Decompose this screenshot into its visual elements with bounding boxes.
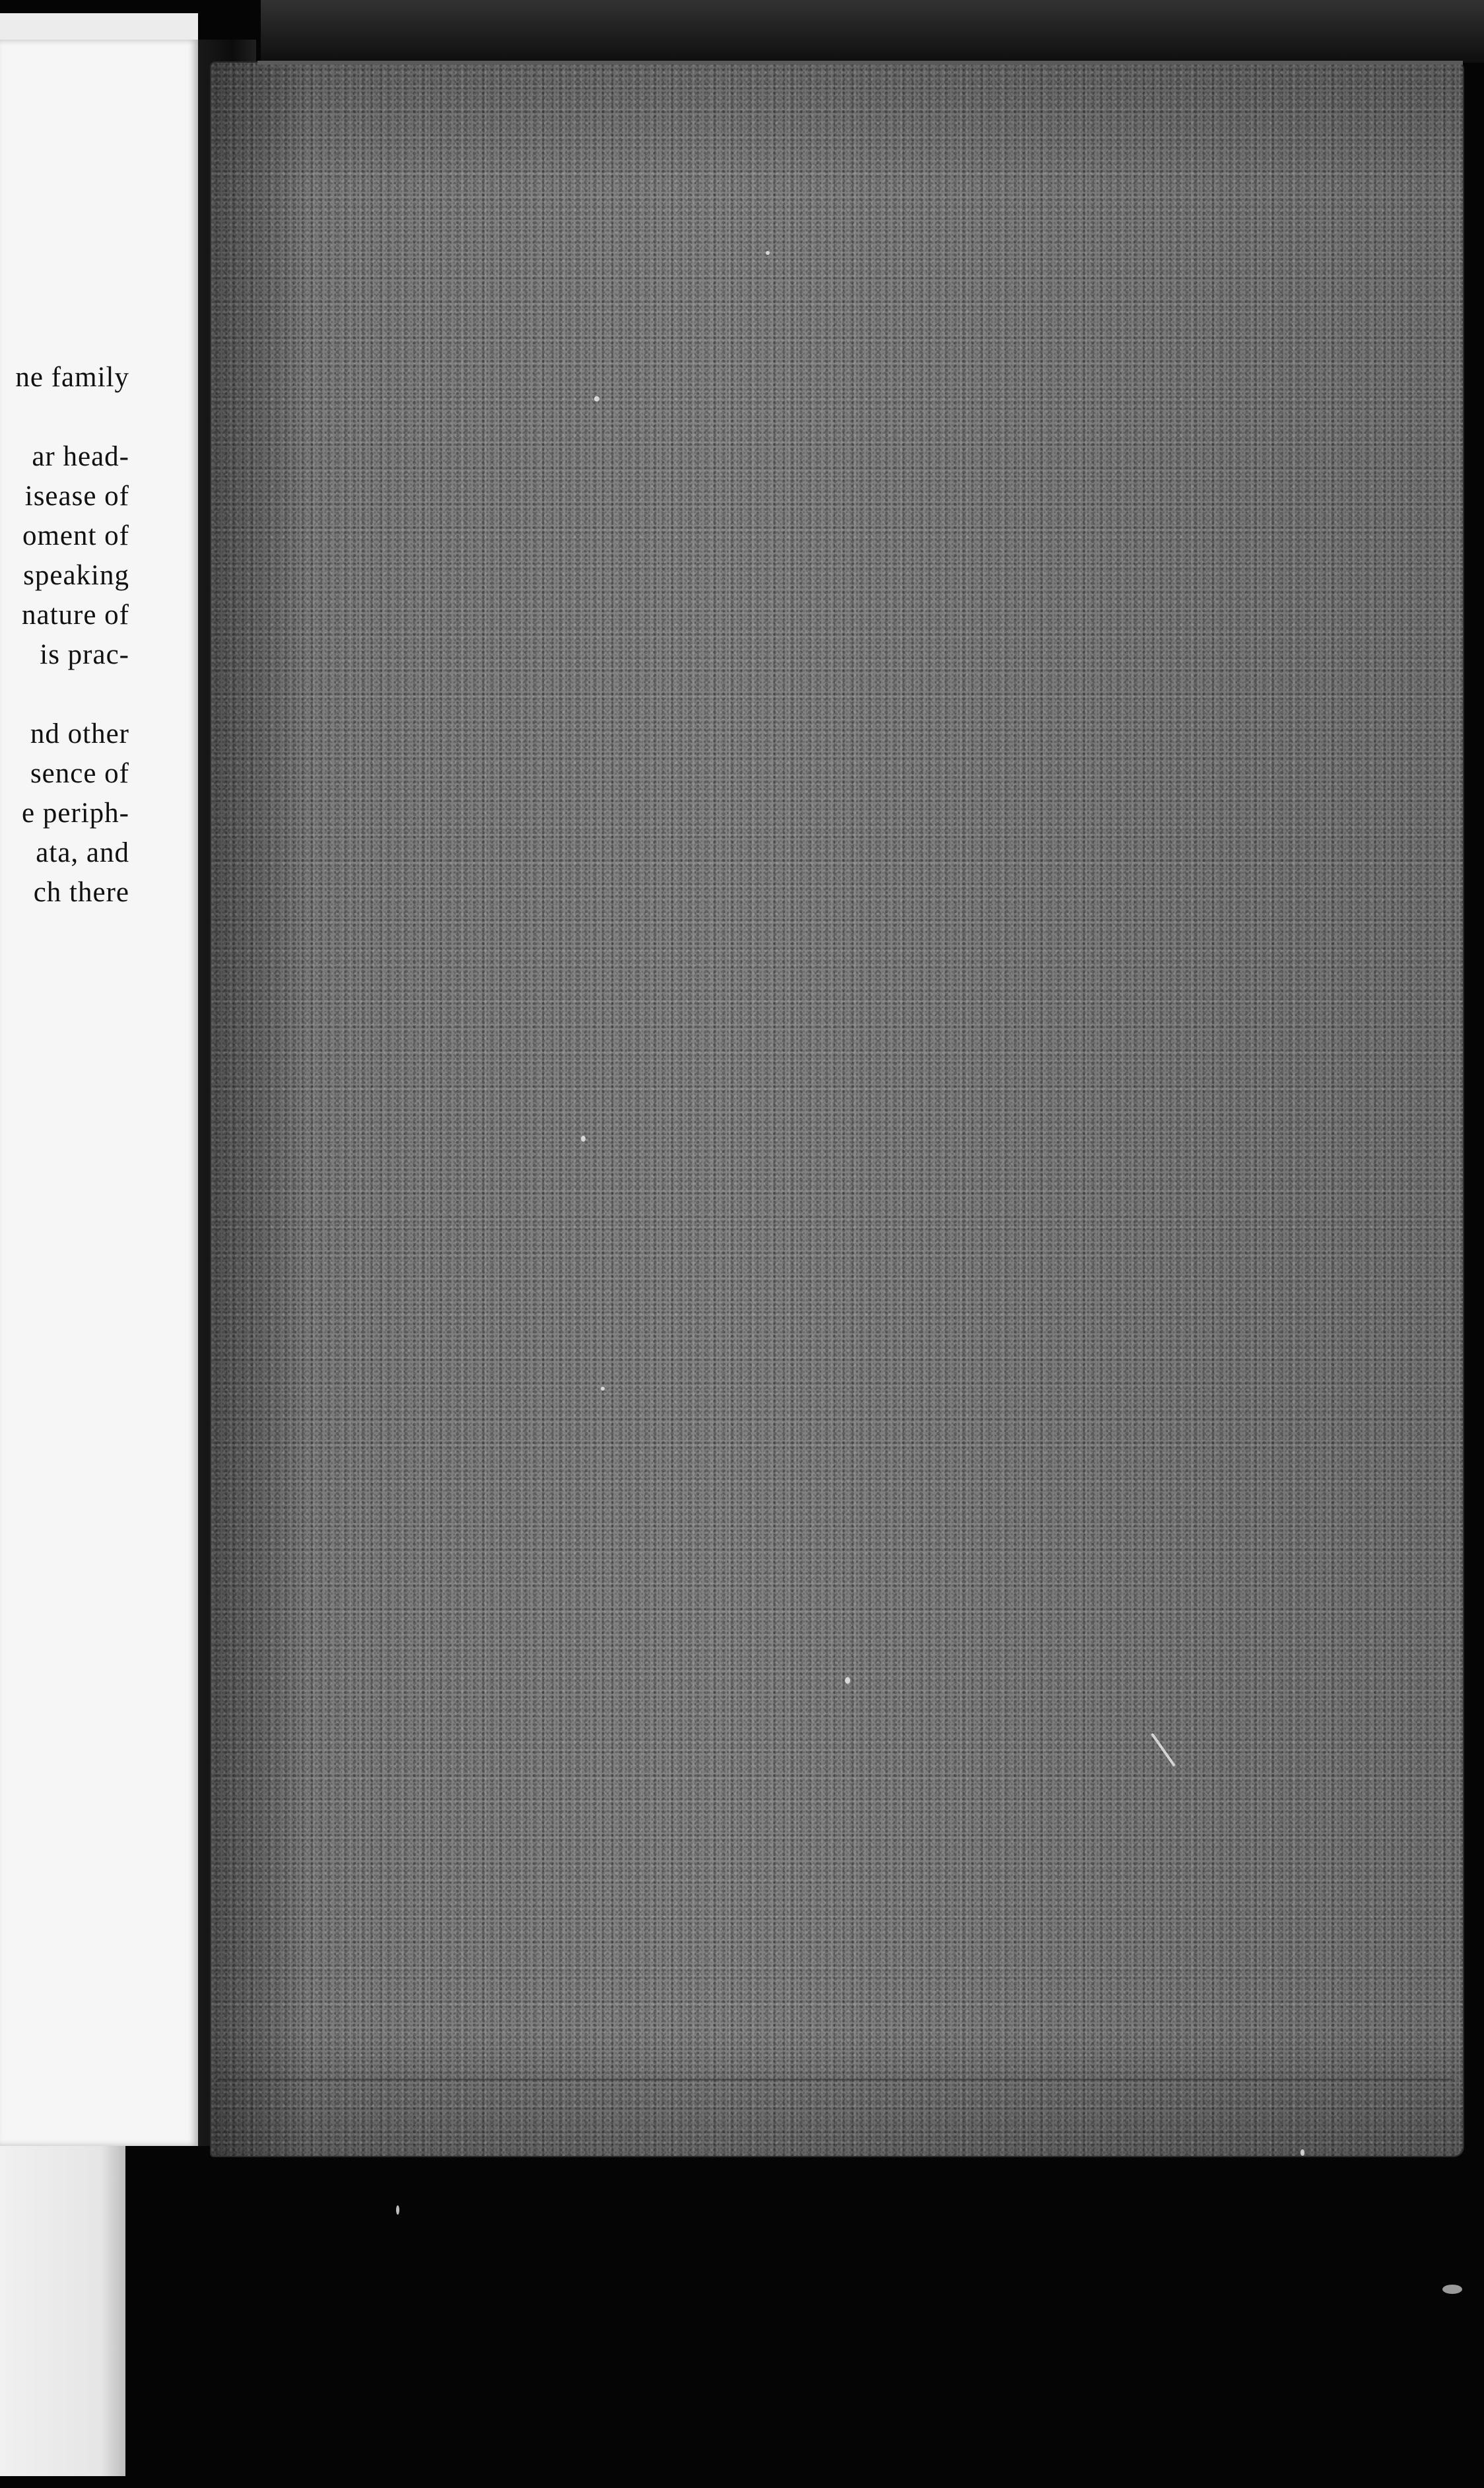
text-line: is prac-: [40, 639, 129, 670]
cover-speck: [845, 1677, 850, 1684]
text-line: ar head-: [32, 441, 129, 472]
text-line: nature of: [21, 600, 129, 631]
background-speck: [1300, 2149, 1304, 2156]
text-line: ne family: [15, 362, 129, 393]
background-speck: [396, 2205, 399, 2215]
cover-speck: [601, 1387, 605, 1391]
left-page-lower-edge: [0, 2146, 125, 2476]
background-speck: [1442, 2285, 1462, 2294]
text-line: speaking: [23, 560, 129, 591]
cover-top-edge: [261, 0, 1484, 63]
text-line: oment of: [22, 520, 129, 551]
cover-top-rule: [257, 61, 1463, 65]
cover-bottom-rule: [218, 2079, 1452, 2081]
left-page-text-column: [0, 40, 193, 2146]
text-line: isease of: [24, 481, 129, 512]
text-line: ata, and: [36, 837, 129, 868]
left-page: [0, 40, 198, 2146]
cover-speck: [594, 396, 599, 401]
text-line: e periph-: [21, 798, 129, 829]
text-line: nd other: [30, 718, 129, 749]
text-line: ch there: [33, 877, 129, 908]
speckled-cover-board: [211, 63, 1463, 2156]
text-line: sence of: [30, 758, 129, 789]
cover-speck: [581, 1136, 586, 1142]
cover-speck: [766, 251, 770, 255]
